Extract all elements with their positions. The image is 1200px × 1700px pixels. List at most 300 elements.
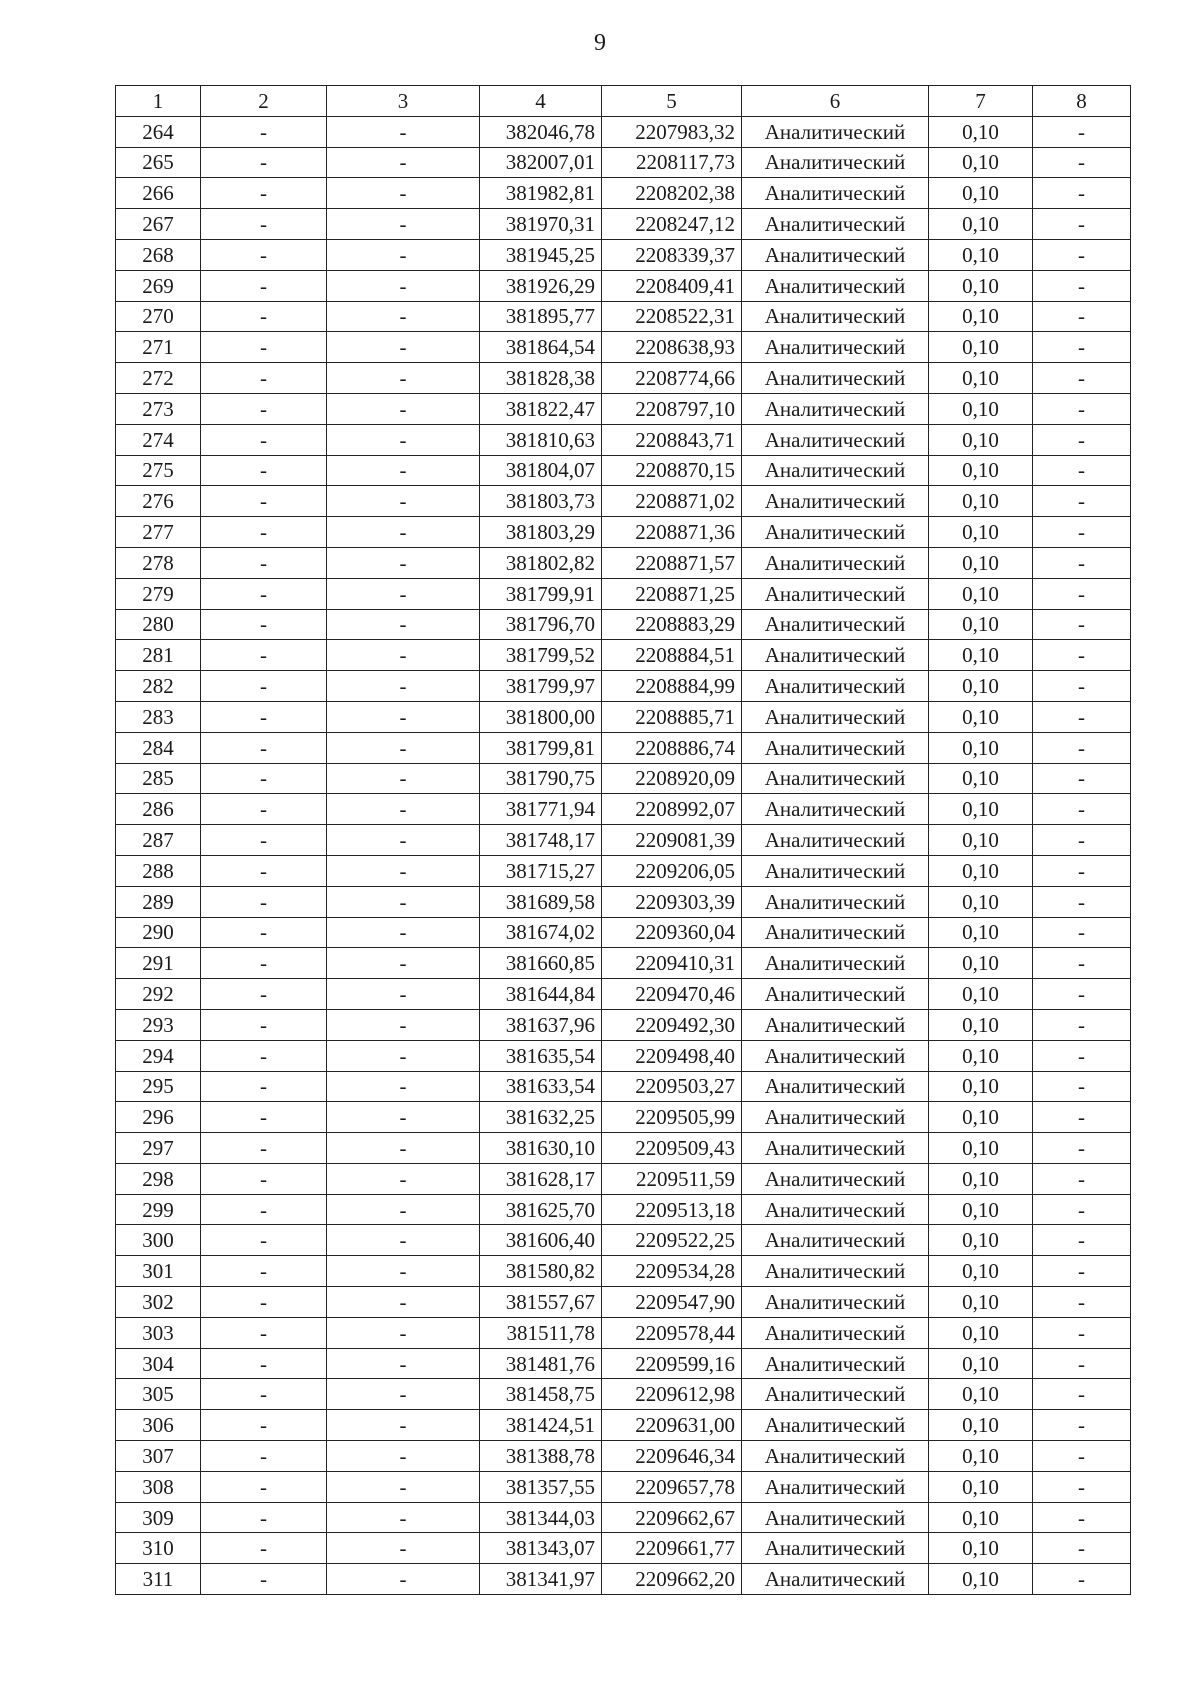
col8-cell: -: [1033, 1379, 1131, 1410]
accuracy-cell: 0,10: [929, 424, 1033, 455]
col3-cell: -: [327, 578, 480, 609]
point-number-cell: 299: [116, 1194, 201, 1225]
accuracy-cell: 0,10: [929, 1502, 1033, 1533]
col3-cell: -: [327, 948, 480, 979]
method-cell: Аналитический: [742, 1225, 929, 1256]
accuracy-cell: 0,10: [929, 332, 1033, 363]
table-row: [116, 393, 1131, 424]
point-number-cell: 284: [116, 732, 201, 763]
table-row: [116, 1071, 1131, 1102]
col8-cell: -: [1033, 1533, 1131, 1564]
col2-cell: -: [201, 1102, 327, 1133]
col8-cell: -: [1033, 794, 1131, 825]
method-cell: Аналитический: [742, 455, 929, 486]
col2-cell: -: [201, 547, 327, 578]
x-coordinate-cell: 381810,63: [480, 424, 602, 455]
method-cell: Аналитический: [742, 1533, 929, 1564]
col8-cell: -: [1033, 332, 1131, 363]
table-row: [116, 763, 1131, 794]
method-cell: Аналитический: [742, 1564, 929, 1595]
col8-cell: -: [1033, 1471, 1131, 1502]
col8-cell: -: [1033, 1410, 1131, 1441]
col2-cell: -: [201, 270, 327, 301]
col2-cell: -: [201, 640, 327, 671]
col2-cell: -: [201, 1471, 327, 1502]
col3-cell: -: [327, 517, 480, 548]
col8-cell: -: [1033, 1194, 1131, 1225]
y-coordinate-cell: 2209492,30: [602, 1009, 742, 1040]
x-coordinate-cell: 381748,17: [480, 825, 602, 856]
table-row: [116, 1410, 1131, 1441]
table-row: [116, 363, 1131, 394]
point-number-cell: 265: [116, 147, 201, 178]
method-cell: Аналитический: [742, 886, 929, 917]
col2-cell: -: [201, 1256, 327, 1287]
method-cell: Аналитический: [742, 393, 929, 424]
col2-cell: -: [201, 917, 327, 948]
point-number-cell: 287: [116, 825, 201, 856]
col8-cell: -: [1033, 825, 1131, 856]
col3-cell: -: [327, 178, 480, 209]
method-cell: Аналитический: [742, 825, 929, 856]
y-coordinate-cell: 2209410,31: [602, 948, 742, 979]
point-number-cell: 276: [116, 486, 201, 517]
table-row: [116, 640, 1131, 671]
col8-cell: -: [1033, 1256, 1131, 1287]
accuracy-cell: 0,10: [929, 239, 1033, 270]
col3-cell: -: [327, 209, 480, 240]
y-coordinate-cell: 2209547,90: [602, 1287, 742, 1318]
col3-cell: -: [327, 147, 480, 178]
table-header-row: [116, 86, 1131, 117]
x-coordinate-cell: 382007,01: [480, 147, 602, 178]
point-number-cell: 294: [116, 1040, 201, 1071]
col3-cell: -: [327, 1317, 480, 1348]
y-coordinate-cell: 2208871,02: [602, 486, 742, 517]
point-number-cell: 290: [116, 917, 201, 948]
method-cell: Аналитический: [742, 1348, 929, 1379]
y-coordinate-cell: 2208870,15: [602, 455, 742, 486]
table-row: [116, 1441, 1131, 1472]
accuracy-cell: 0,10: [929, 609, 1033, 640]
col8-cell: -: [1033, 455, 1131, 486]
col2-cell: -: [201, 486, 327, 517]
column-header: 6: [742, 86, 929, 117]
col8-cell: -: [1033, 1225, 1131, 1256]
accuracy-cell: 0,10: [929, 363, 1033, 394]
column-header: 3: [327, 86, 480, 117]
x-coordinate-cell: 381800,00: [480, 701, 602, 732]
method-cell: Аналитический: [742, 1287, 929, 1318]
method-cell: Аналитический: [742, 517, 929, 548]
method-cell: Аналитический: [742, 178, 929, 209]
y-coordinate-cell: 2208886,74: [602, 732, 742, 763]
x-coordinate-cell: 381895,77: [480, 301, 602, 332]
x-coordinate-cell: 381715,27: [480, 855, 602, 886]
table-row: [116, 979, 1131, 1010]
table-row: [116, 1194, 1131, 1225]
col3-cell: -: [327, 886, 480, 917]
method-cell: Аналитический: [742, 270, 929, 301]
point-number-cell: 264: [116, 116, 201, 147]
table-row: [116, 455, 1131, 486]
table-row: [116, 1287, 1131, 1318]
x-coordinate-cell: 381796,70: [480, 609, 602, 640]
point-number-cell: 280: [116, 609, 201, 640]
point-number-cell: 306: [116, 1410, 201, 1441]
x-coordinate-cell: 382046,78: [480, 116, 602, 147]
accuracy-cell: 0,10: [929, 732, 1033, 763]
method-cell: Аналитический: [742, 917, 929, 948]
method-cell: Аналитический: [742, 1194, 929, 1225]
method-cell: Аналитический: [742, 486, 929, 517]
accuracy-cell: 0,10: [929, 1133, 1033, 1164]
col3-cell: -: [327, 1564, 480, 1595]
col2-cell: -: [201, 1533, 327, 1564]
x-coordinate-cell: 381803,73: [480, 486, 602, 517]
col2-cell: -: [201, 393, 327, 424]
col3-cell: -: [327, 1163, 480, 1194]
y-coordinate-cell: 2208339,37: [602, 239, 742, 270]
method-cell: Аналитический: [742, 209, 929, 240]
x-coordinate-cell: 381674,02: [480, 917, 602, 948]
col8-cell: -: [1033, 886, 1131, 917]
col8-cell: -: [1033, 116, 1131, 147]
method-cell: Аналитический: [742, 116, 929, 147]
col2-cell: -: [201, 147, 327, 178]
x-coordinate-cell: 381424,51: [480, 1410, 602, 1441]
accuracy-cell: 0,10: [929, 1471, 1033, 1502]
method-cell: Аналитический: [742, 1102, 929, 1133]
col3-cell: -: [327, 363, 480, 394]
y-coordinate-cell: 2209662,20: [602, 1564, 742, 1595]
accuracy-cell: 0,10: [929, 1225, 1033, 1256]
point-number-cell: 308: [116, 1471, 201, 1502]
y-coordinate-cell: 2208992,07: [602, 794, 742, 825]
accuracy-cell: 0,10: [929, 948, 1033, 979]
col2-cell: -: [201, 979, 327, 1010]
point-number-cell: 298: [116, 1163, 201, 1194]
table-row: [116, 1225, 1131, 1256]
col3-cell: -: [327, 1071, 480, 1102]
accuracy-cell: 0,10: [929, 270, 1033, 301]
col8-cell: -: [1033, 486, 1131, 517]
col3-cell: -: [327, 794, 480, 825]
col2-cell: -: [201, 178, 327, 209]
col3-cell: -: [327, 1441, 480, 1472]
point-number-cell: 285: [116, 763, 201, 794]
col3-cell: -: [327, 332, 480, 363]
col3-cell: -: [327, 486, 480, 517]
point-number-cell: 303: [116, 1317, 201, 1348]
col8-cell: -: [1033, 1071, 1131, 1102]
col2-cell: -: [201, 116, 327, 147]
point-number-cell: 293: [116, 1009, 201, 1040]
accuracy-cell: 0,10: [929, 578, 1033, 609]
col3-cell: -: [327, 1502, 480, 1533]
x-coordinate-cell: 381864,54: [480, 332, 602, 363]
y-coordinate-cell: 2209513,18: [602, 1194, 742, 1225]
col2-cell: -: [201, 1133, 327, 1164]
y-coordinate-cell: 2208247,12: [602, 209, 742, 240]
method-cell: Аналитический: [742, 701, 929, 732]
col8-cell: -: [1033, 239, 1131, 270]
col2-cell: -: [201, 1441, 327, 1472]
col8-cell: -: [1033, 1133, 1131, 1164]
col3-cell: -: [327, 825, 480, 856]
method-cell: Аналитический: [742, 1040, 929, 1071]
x-coordinate-cell: 381799,97: [480, 671, 602, 702]
point-number-cell: 305: [116, 1379, 201, 1410]
col2-cell: -: [201, 1071, 327, 1102]
col3-cell: -: [327, 1471, 480, 1502]
accuracy-cell: 0,10: [929, 794, 1033, 825]
point-number-cell: 304: [116, 1348, 201, 1379]
x-coordinate-cell: 381803,29: [480, 517, 602, 548]
accuracy-cell: 0,10: [929, 1317, 1033, 1348]
x-coordinate-cell: 381635,54: [480, 1040, 602, 1071]
x-coordinate-cell: 381580,82: [480, 1256, 602, 1287]
method-cell: Аналитический: [742, 732, 929, 763]
table-row: [116, 1133, 1131, 1164]
col3-cell: -: [327, 1102, 480, 1133]
x-coordinate-cell: 381637,96: [480, 1009, 602, 1040]
method-cell: Аналитический: [742, 547, 929, 578]
accuracy-cell: 0,10: [929, 855, 1033, 886]
x-coordinate-cell: 381388,78: [480, 1441, 602, 1472]
y-coordinate-cell: 2209534,28: [602, 1256, 742, 1287]
col8-cell: -: [1033, 855, 1131, 886]
accuracy-cell: 0,10: [929, 517, 1033, 548]
col8-cell: -: [1033, 270, 1131, 301]
table-row: [116, 701, 1131, 732]
col2-cell: -: [201, 1379, 327, 1410]
table-row: [116, 609, 1131, 640]
accuracy-cell: 0,10: [929, 825, 1033, 856]
col8-cell: -: [1033, 1040, 1131, 1071]
col3-cell: -: [327, 855, 480, 886]
point-number-cell: 270: [116, 301, 201, 332]
accuracy-cell: 0,10: [929, 1533, 1033, 1564]
col8-cell: -: [1033, 1102, 1131, 1133]
accuracy-cell: 0,10: [929, 917, 1033, 948]
accuracy-cell: 0,10: [929, 1287, 1033, 1318]
accuracy-cell: 0,10: [929, 486, 1033, 517]
table-row: [116, 116, 1131, 147]
y-coordinate-cell: 2209662,67: [602, 1502, 742, 1533]
column-header: 4: [480, 86, 602, 117]
point-number-cell: 282: [116, 671, 201, 702]
point-number-cell: 289: [116, 886, 201, 917]
col8-cell: -: [1033, 1287, 1131, 1318]
x-coordinate-cell: 381625,70: [480, 1194, 602, 1225]
y-coordinate-cell: 2207983,32: [602, 116, 742, 147]
col8-cell: -: [1033, 609, 1131, 640]
method-cell: Аналитический: [742, 640, 929, 671]
y-coordinate-cell: 2209498,40: [602, 1040, 742, 1071]
point-number-cell: 281: [116, 640, 201, 671]
table-row: [116, 1502, 1131, 1533]
col2-cell: -: [201, 1317, 327, 1348]
method-cell: Аналитический: [742, 1163, 929, 1194]
accuracy-cell: 0,10: [929, 1256, 1033, 1287]
column-header: 2: [201, 86, 327, 117]
table-row: [116, 917, 1131, 948]
method-cell: Аналитический: [742, 1410, 929, 1441]
x-coordinate-cell: 381970,31: [480, 209, 602, 240]
table-row: [116, 301, 1131, 332]
column-header: 8: [1033, 86, 1131, 117]
x-coordinate-cell: 381799,52: [480, 640, 602, 671]
table-row: [116, 1471, 1131, 1502]
method-cell: Аналитический: [742, 979, 929, 1010]
table-row: [116, 1102, 1131, 1133]
point-number-cell: 286: [116, 794, 201, 825]
x-coordinate-cell: 381799,81: [480, 732, 602, 763]
accuracy-cell: 0,10: [929, 640, 1033, 671]
accuracy-cell: 0,10: [929, 701, 1033, 732]
accuracy-cell: 0,10: [929, 1564, 1033, 1595]
col8-cell: -: [1033, 363, 1131, 394]
col3-cell: -: [327, 1194, 480, 1225]
y-coordinate-cell: 2208774,66: [602, 363, 742, 394]
point-number-cell: 266: [116, 178, 201, 209]
point-number-cell: 272: [116, 363, 201, 394]
col2-cell: -: [201, 301, 327, 332]
method-cell: Аналитический: [742, 578, 929, 609]
col2-cell: -: [201, 239, 327, 270]
y-coordinate-cell: 2209631,00: [602, 1410, 742, 1441]
table-row: [116, 486, 1131, 517]
point-number-cell: 288: [116, 855, 201, 886]
accuracy-cell: 0,10: [929, 393, 1033, 424]
col8-cell: -: [1033, 209, 1131, 240]
col3-cell: -: [327, 763, 480, 794]
table-body: [116, 116, 1131, 1594]
col2-cell: -: [201, 455, 327, 486]
y-coordinate-cell: 2209360,04: [602, 917, 742, 948]
accuracy-cell: 0,10: [929, 979, 1033, 1010]
table-row: [116, 547, 1131, 578]
col2-cell: -: [201, 1040, 327, 1071]
method-cell: Аналитический: [742, 1009, 929, 1040]
point-number-cell: 279: [116, 578, 201, 609]
accuracy-cell: 0,10: [929, 1379, 1033, 1410]
col2-cell: -: [201, 1225, 327, 1256]
y-coordinate-cell: 2209661,77: [602, 1533, 742, 1564]
table-row: [116, 270, 1131, 301]
table-row: [116, 794, 1131, 825]
method-cell: Аналитический: [742, 855, 929, 886]
col3-cell: -: [327, 1256, 480, 1287]
y-coordinate-cell: 2209522,25: [602, 1225, 742, 1256]
table-row: [116, 147, 1131, 178]
col8-cell: -: [1033, 1163, 1131, 1194]
accuracy-cell: 0,10: [929, 886, 1033, 917]
y-coordinate-cell: 2209511,59: [602, 1163, 742, 1194]
point-number-cell: 302: [116, 1287, 201, 1318]
col2-cell: -: [201, 671, 327, 702]
method-cell: Аналитический: [742, 763, 929, 794]
method-cell: Аналитический: [742, 948, 929, 979]
point-number-cell: 278: [116, 547, 201, 578]
x-coordinate-cell: 381828,38: [480, 363, 602, 394]
col2-cell: -: [201, 1564, 327, 1595]
method-cell: Аналитический: [742, 1256, 929, 1287]
col8-cell: -: [1033, 547, 1131, 578]
y-coordinate-cell: 2209578,44: [602, 1317, 742, 1348]
col3-cell: -: [327, 701, 480, 732]
method-cell: Аналитический: [742, 1317, 929, 1348]
col2-cell: -: [201, 1287, 327, 1318]
x-coordinate-cell: 381357,55: [480, 1471, 602, 1502]
table-row: [116, 1317, 1131, 1348]
method-cell: Аналитический: [742, 1133, 929, 1164]
col2-cell: -: [201, 517, 327, 548]
col3-cell: -: [327, 301, 480, 332]
col8-cell: -: [1033, 517, 1131, 548]
col8-cell: -: [1033, 732, 1131, 763]
x-coordinate-cell: 381660,85: [480, 948, 602, 979]
col8-cell: -: [1033, 1564, 1131, 1595]
method-cell: Аналитический: [742, 1502, 929, 1533]
col3-cell: -: [327, 640, 480, 671]
y-coordinate-cell: 2208884,99: [602, 671, 742, 702]
col8-cell: -: [1033, 147, 1131, 178]
col2-cell: -: [201, 763, 327, 794]
col3-cell: -: [327, 547, 480, 578]
x-coordinate-cell: 381630,10: [480, 1133, 602, 1164]
y-coordinate-cell: 2209503,27: [602, 1071, 742, 1102]
x-coordinate-cell: 381343,07: [480, 1533, 602, 1564]
method-cell: Аналитический: [742, 609, 929, 640]
col2-cell: -: [201, 701, 327, 732]
y-coordinate-cell: 2208871,57: [602, 547, 742, 578]
method-cell: Аналитический: [742, 1379, 929, 1410]
point-number-cell: 291: [116, 948, 201, 979]
y-coordinate-cell: 2208883,29: [602, 609, 742, 640]
method-cell: Аналитический: [742, 363, 929, 394]
method-cell: Аналитический: [742, 424, 929, 455]
column-header: 7: [929, 86, 1033, 117]
accuracy-cell: 0,10: [929, 455, 1033, 486]
col8-cell: -: [1033, 424, 1131, 455]
accuracy-cell: 0,10: [929, 1009, 1033, 1040]
point-number-cell: 297: [116, 1133, 201, 1164]
y-coordinate-cell: 2209657,78: [602, 1471, 742, 1502]
col8-cell: -: [1033, 1441, 1131, 1472]
table-row: [116, 1163, 1131, 1194]
point-number-cell: 301: [116, 1256, 201, 1287]
point-number-cell: 310: [116, 1533, 201, 1564]
accuracy-cell: 0,10: [929, 1441, 1033, 1472]
accuracy-cell: 0,10: [929, 116, 1033, 147]
x-coordinate-cell: 381822,47: [480, 393, 602, 424]
col3-cell: -: [327, 1040, 480, 1071]
col8-cell: -: [1033, 1348, 1131, 1379]
x-coordinate-cell: 381458,75: [480, 1379, 602, 1410]
col3-cell: -: [327, 1533, 480, 1564]
col3-cell: -: [327, 1133, 480, 1164]
accuracy-cell: 0,10: [929, 209, 1033, 240]
method-cell: Аналитический: [742, 1471, 929, 1502]
x-coordinate-cell: 381644,84: [480, 979, 602, 1010]
y-coordinate-cell: 2208884,51: [602, 640, 742, 671]
col8-cell: -: [1033, 671, 1131, 702]
col8-cell: -: [1033, 917, 1131, 948]
x-coordinate-cell: 381945,25: [480, 239, 602, 270]
method-cell: Аналитический: [742, 332, 929, 363]
